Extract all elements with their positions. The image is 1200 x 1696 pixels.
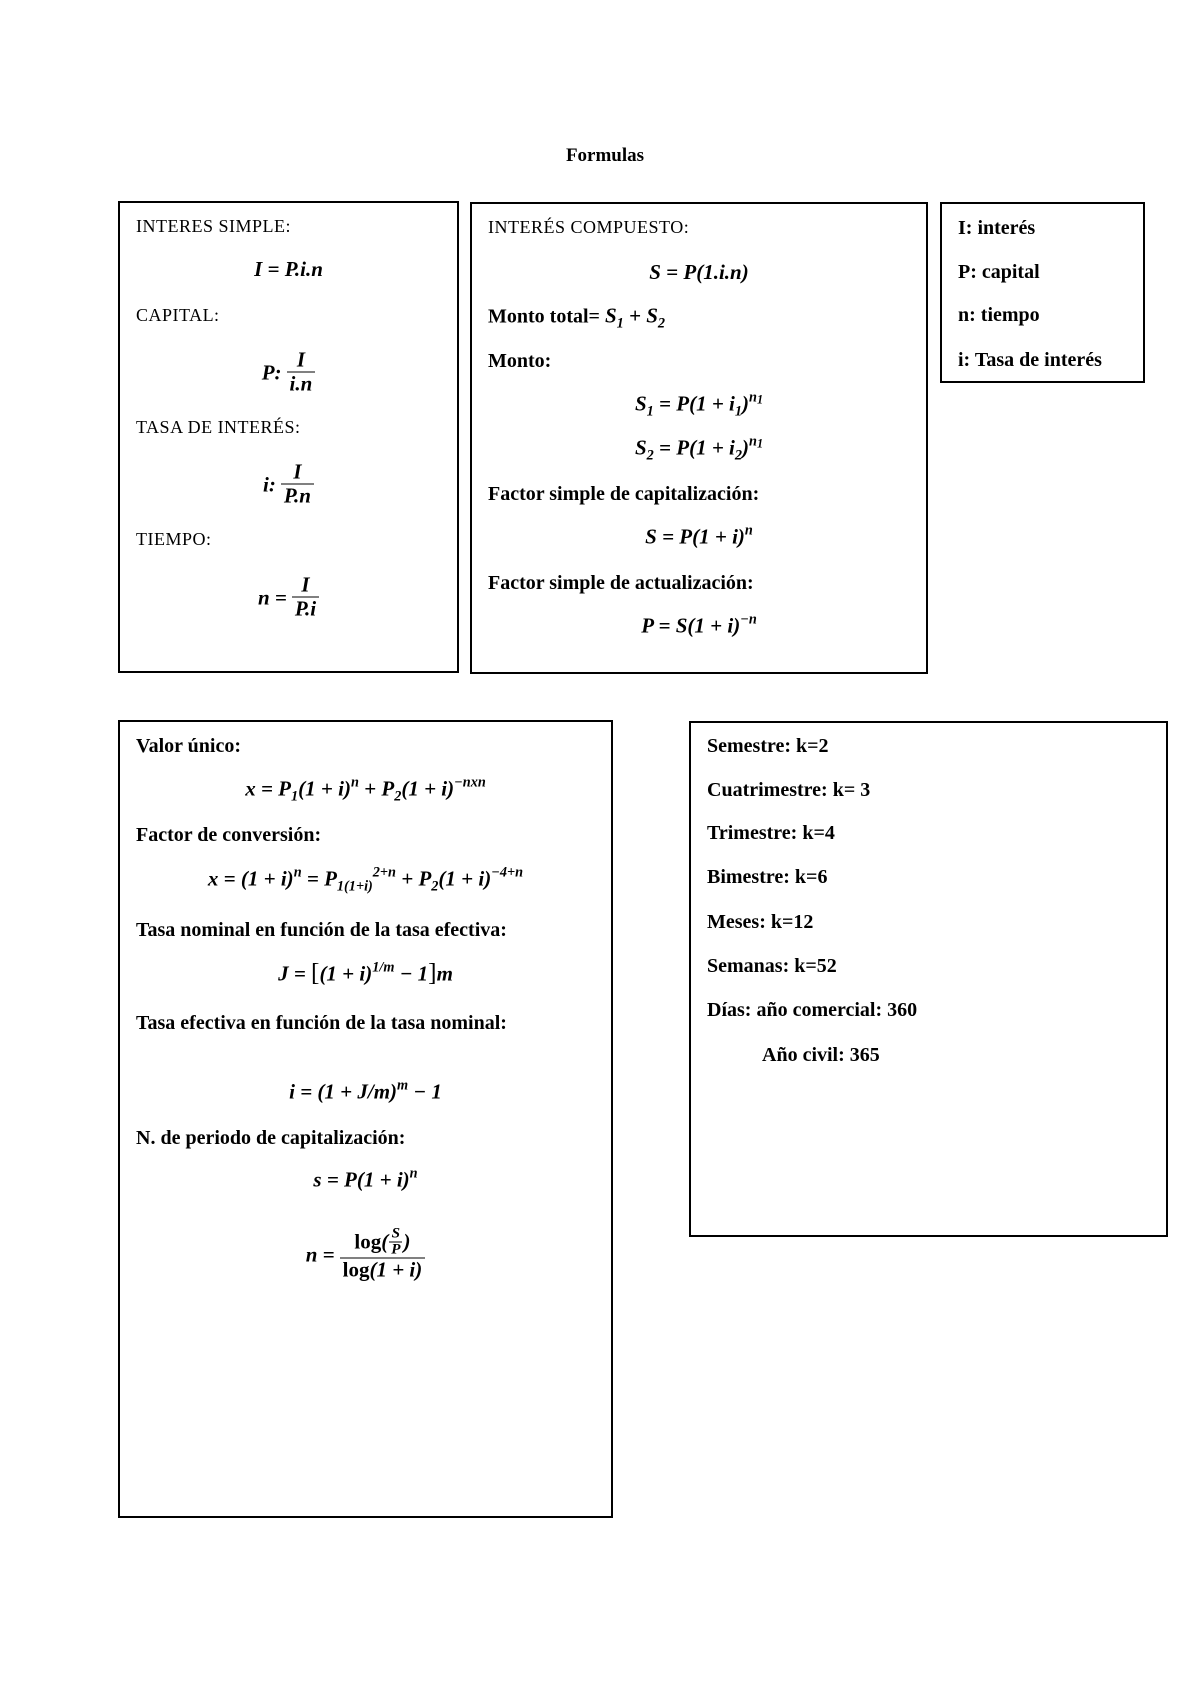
fc-part: (1 + i) <box>438 866 492 891</box>
interes-compuesto-formula: S = P(1.i.n) <box>649 260 749 284</box>
s1-exponent <box>749 390 763 406</box>
pn-inner-denominator: P <box>391 1241 401 1258</box>
fc-exp: −4+n <box>491 864 524 881</box>
tiempo-label: TIEMPO: <box>136 529 212 549</box>
capital-formula <box>120 349 457 396</box>
monto-total-label: Monto total= <box>488 305 600 328</box>
tasa-efectiva-label: Tasa efectiva en función de la tasa nominal: <box>136 1012 507 1034</box>
actualizacion-formula <box>472 611 926 641</box>
tiempo-denominator: P.i <box>294 596 317 621</box>
tasa-nominal-formula <box>120 959 611 989</box>
s1-close-paren: ) <box>742 391 750 416</box>
s1-expression: = P(1 + i <box>653 391 735 416</box>
tn-open-bracket: [ <box>311 959 320 987</box>
monto-total-sub-1: 1 <box>616 315 624 332</box>
interes-compuesto-heading: INTERÉS COMPUESTO: <box>488 217 690 237</box>
tn-part: (1 + i) <box>319 961 373 986</box>
pn-num-open: ( <box>381 1229 389 1254</box>
s2-exponent-base: n <box>749 433 757 450</box>
s1-symbol: S <box>634 391 647 416</box>
tn-exp: 1/m <box>372 959 395 976</box>
monto-total-sub-2: 2 <box>657 315 666 332</box>
tasa-denominator: P.n <box>283 483 311 508</box>
periodos-box <box>689 721 1168 1237</box>
periodo-item: Semestre: k=2 <box>707 735 829 757</box>
actualizacion-exponent: −n <box>740 611 757 628</box>
tn-part: m <box>436 961 453 986</box>
actualizacion-label: Factor simple de actualización: <box>488 572 754 594</box>
pn-lhs: n = <box>305 1242 335 1266</box>
legend-item: P: capital <box>958 261 1040 283</box>
capitalizacion-formula <box>472 522 926 552</box>
capitalizacion-label: Factor simple de capitalización: <box>488 483 760 505</box>
te-part: i = (1 + J/m) <box>289 1079 398 1104</box>
tiempo-formula <box>120 574 457 621</box>
tasa-fraction <box>281 461 314 508</box>
page-title: Formulas <box>565 145 645 166</box>
valor-unico-label: Valor único: <box>136 735 242 757</box>
tiempo-numerator: I <box>292 574 319 598</box>
tn-close-bracket: ] <box>428 959 437 987</box>
tasa-formula <box>120 461 457 508</box>
vu-part: x = P <box>245 776 292 801</box>
interes-simple-box <box>118 201 459 673</box>
fc-exp: 2+n <box>372 864 396 881</box>
te-part: − 1 <box>408 1079 442 1104</box>
periodos-n-formula <box>120 1227 611 1282</box>
monto-s2-formula <box>472 433 926 464</box>
pn-inner-fraction <box>389 1227 402 1258</box>
tasa-label: TASA DE INTERÉS: <box>136 417 301 437</box>
s2-symbol: S <box>634 435 647 460</box>
vu-exp: −nxn <box>454 774 486 791</box>
vu-part: + P <box>358 776 395 801</box>
ps-part: s = P(1 + i) <box>313 1167 410 1192</box>
tasa-lhs: i: <box>263 472 276 496</box>
periodo-item: Semanas: k=52 <box>707 955 837 977</box>
vu-sub: 2 <box>394 788 402 805</box>
periodo-item: Meses: k=12 <box>707 911 814 933</box>
fc-part: = P <box>301 866 337 891</box>
fc-exp: n <box>293 864 302 881</box>
periodo-item: Días: año comercial: 360 <box>707 999 918 1021</box>
interes-compuesto-box <box>470 202 928 674</box>
s1-subscript: 1 <box>646 403 654 420</box>
periodos-s-formula <box>120 1165 611 1195</box>
s1-rate-subscript: 1 <box>734 403 743 420</box>
vu-exp: n <box>350 774 359 791</box>
pn-fraction <box>340 1227 426 1282</box>
pn-den-log: log <box>342 1257 370 1282</box>
s1-exponent-subscript: 1 <box>756 392 764 407</box>
tn-part: J = <box>278 961 312 986</box>
capital-fraction <box>287 349 316 396</box>
monto-s1-formula <box>472 389 926 420</box>
capital-lhs: P: <box>261 360 282 384</box>
interes-simple-formula: I = P.i.n <box>254 257 323 281</box>
legend-box <box>940 202 1145 383</box>
s2-subscript: 2 <box>646 447 654 464</box>
periodo-item: Bimestre: k=6 <box>707 866 828 888</box>
monto-total-line <box>488 304 665 331</box>
legend-item: i: Tasa de interés <box>958 349 1102 371</box>
formulas-adicionales-box <box>118 720 613 1518</box>
legend-item: I: interés <box>958 217 1036 239</box>
fc-sub: 2 <box>431 878 439 895</box>
s2-exponent-subscript: 1 <box>756 436 764 451</box>
factor-conversion-label: Factor de conversión: <box>136 824 322 846</box>
pn-inner-numerator: S <box>389 1227 402 1243</box>
monto-total-plus-s: + S <box>623 303 658 328</box>
s2-exponent <box>749 434 763 450</box>
pn-denominator <box>340 1259 426 1282</box>
fc-part: + P <box>395 866 432 891</box>
ps-exp: n <box>409 1165 418 1182</box>
fc-part: x = (1 + i) <box>207 866 294 891</box>
tasa-numerator: I <box>281 461 314 485</box>
periodo-item: Cuatrimestre: k= 3 <box>707 779 871 801</box>
tiempo-lhs: n = <box>257 585 287 609</box>
pn-num-log: log <box>354 1229 382 1254</box>
pn-numerator <box>340 1227 426 1259</box>
periodos-capitalizacion-label: N. de periodo de capitalización: <box>136 1127 406 1149</box>
capitalizacion-base: S = P(1 + i) <box>645 524 745 549</box>
actualizacion-base: P = S(1 + i) <box>641 613 741 638</box>
capital-label: CAPITAL: <box>136 305 220 325</box>
monto-total-s: S <box>604 303 617 328</box>
valor-unico-formula <box>120 774 611 805</box>
s2-expression: = P(1 + i <box>653 435 735 460</box>
periodo-item: Año civil: 365 <box>762 1044 880 1066</box>
interes-simple-heading: INTERES SIMPLE: <box>136 216 292 236</box>
vu-part: (1 + i) <box>401 776 455 801</box>
pn-num-close: ) <box>403 1229 411 1254</box>
factor-conversion-formula <box>120 864 611 895</box>
legend-item: n: tiempo <box>958 304 1040 326</box>
tasa-nominal-label: Tasa nominal en función de la tasa efectiva: <box>136 919 507 941</box>
capital-denominator: i.n <box>289 371 313 396</box>
vu-part: (1 + i) <box>298 776 351 801</box>
periodo-item: Trimestre: k=4 <box>707 822 835 844</box>
tn-part: − 1 <box>394 961 429 986</box>
tasa-efectiva-formula <box>120 1077 611 1107</box>
monto-total-formula <box>604 303 666 332</box>
s2-close-paren: ) <box>742 435 750 460</box>
pn-den-arg: (1 + i) <box>369 1257 423 1282</box>
s2-rate-subscript: 2 <box>734 447 743 464</box>
capitalizacion-exponent: n <box>744 522 753 539</box>
vu-sub: 1 <box>291 788 299 805</box>
fc-sub: 1(1+i) <box>336 878 373 895</box>
tiempo-fraction <box>292 574 319 621</box>
s1-exponent-base: n <box>749 389 757 406</box>
te-exp: m <box>397 1077 409 1094</box>
monto-label: Monto: <box>488 350 552 372</box>
capital-numerator: I <box>287 349 316 373</box>
